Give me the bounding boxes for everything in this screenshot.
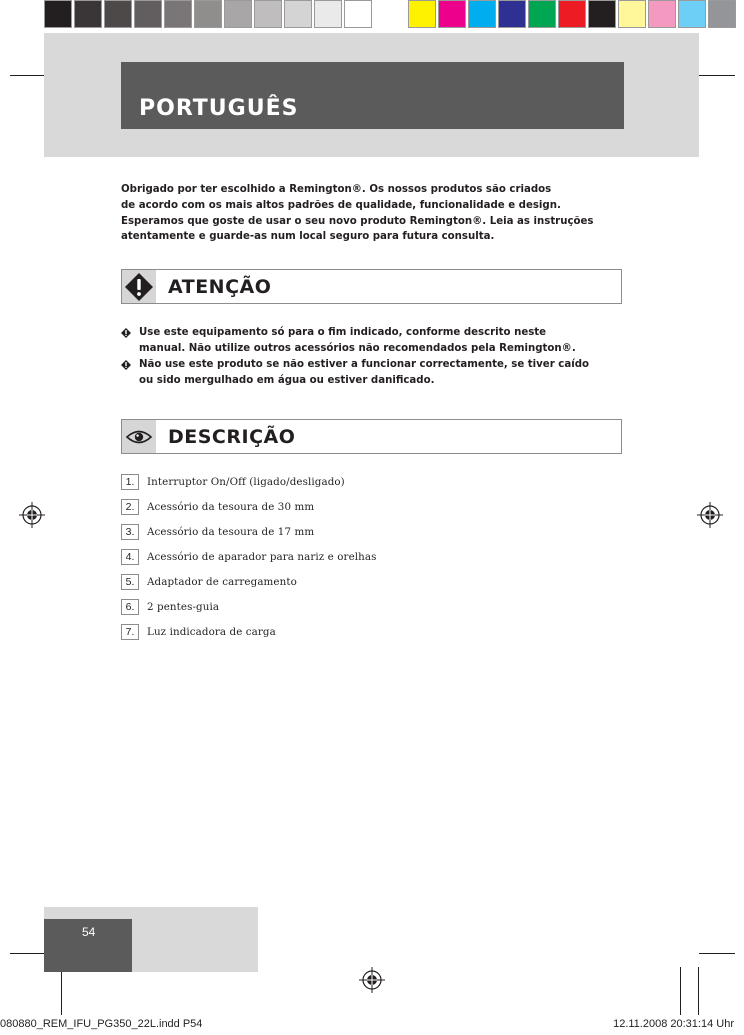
color-swatch (708, 0, 736, 28)
intro-line: Esperamos que goste de usar o seu novo produto Remington®. Leia as instruções (121, 215, 594, 227)
list-item (121, 499, 521, 524)
footer-timestamp: 12.11.2008 20:31:14 Uhr (613, 1018, 734, 1030)
warning-icon-cell (122, 270, 156, 303)
registration-mark-icon (359, 967, 385, 993)
crop-mark (61, 967, 62, 1015)
intro-line: de acordo com os mais altos padrões de qualidade, funcionalidade e design. (121, 199, 561, 211)
color-swatch (558, 0, 586, 28)
gray-swatch (284, 0, 312, 28)
gray-swatch (314, 0, 342, 28)
page-number: 54 (82, 925, 96, 939)
color-swatch (618, 0, 646, 28)
gray-swatch (224, 0, 252, 28)
crop-mark (699, 75, 735, 76)
attention-heading: ATENÇÃO (168, 276, 272, 298)
intro-paragraph (121, 182, 621, 245)
color-swatch (438, 0, 466, 28)
footer-filename: 080880_REM_IFU_PG350_22L.indd P54 (0, 1018, 203, 1030)
gray-swatch (254, 0, 282, 28)
gray-swatch (164, 0, 192, 28)
color-swatch (588, 0, 616, 28)
item-number: 2. (121, 499, 139, 515)
crop-mark (699, 953, 735, 954)
item-text: Acessório da tesoura de 30 mm (147, 501, 315, 513)
color-swatch (498, 0, 526, 28)
item-text: Interruptor On/Off (ligado/desligado) (147, 476, 345, 488)
gray-swatch (194, 0, 222, 28)
description-list (121, 474, 521, 649)
crop-mark (10, 75, 48, 76)
registration-mark-icon (19, 502, 45, 528)
item-text: Adaptador de carregamento (147, 576, 297, 588)
gray-swatch (104, 0, 132, 28)
gray-swatch (134, 0, 162, 28)
description-heading: DESCRIÇÃO (168, 426, 296, 448)
item-number: 5. (121, 574, 139, 590)
color-swatch (648, 0, 676, 28)
registration-mark-icon (697, 502, 723, 528)
item-number: 3. (121, 524, 139, 540)
intro-line: atentamente e guarde-as num local seguro para futura consulta. (121, 231, 495, 243)
item-text: 2 pentes-guia (147, 601, 220, 613)
item-number: 1. (121, 474, 139, 490)
item-text: Acessório da tesoura de 17 mm (147, 526, 315, 538)
crop-mark (10, 953, 48, 954)
warning-icon (124, 272, 154, 302)
warning-bullet-icon (121, 328, 131, 338)
crop-mark (698, 967, 699, 1015)
gray-swatch (74, 0, 102, 28)
title-box (121, 62, 624, 129)
list-item (121, 574, 521, 599)
item-text: Acessório de aparador para nariz e orelhas (147, 551, 377, 563)
list-item (121, 624, 521, 649)
warning-line: ou sido mergulhado em água ou estiver danificado. (139, 375, 435, 386)
description-heading-box (121, 419, 622, 454)
crop-mark (680, 967, 681, 1015)
eye-icon (125, 428, 153, 446)
list-item (121, 524, 521, 549)
color-swatch (408, 0, 436, 28)
intro-line: Obrigado por ter escolhido a Remington®. Os nossos produtos são criados (121, 184, 552, 195)
warning-line: manual. Não utilize outros acessórios não recomendados pela Remington®. (139, 343, 576, 354)
list-item (121, 357, 621, 389)
warning-line: Use este equipamento só para o fim indicado, conforme descrito neste (139, 327, 547, 338)
warning-bullet-icon (121, 360, 131, 370)
gray-swatch (44, 0, 72, 28)
attention-heading-box (121, 269, 622, 304)
warning-line: Não use este produto se não estiver a funcionar correctamente, se tiver caído (139, 359, 589, 370)
gray-swatch (344, 0, 372, 28)
page-title: PORTUGUÊS (139, 96, 299, 121)
item-text: Luz indicadora de carga (147, 626, 276, 638)
color-calibration-bar (44, 0, 738, 33)
item-number: 4. (121, 549, 139, 565)
color-swatch (468, 0, 496, 28)
list-item (121, 325, 621, 357)
item-number: 6. (121, 599, 139, 615)
color-swatch (528, 0, 556, 28)
eye-icon-cell (122, 420, 156, 453)
list-item (121, 549, 521, 574)
color-swatch (678, 0, 706, 28)
list-item (121, 474, 521, 499)
list-item (121, 599, 521, 624)
item-number: 7. (121, 624, 139, 640)
attention-list (121, 325, 621, 389)
